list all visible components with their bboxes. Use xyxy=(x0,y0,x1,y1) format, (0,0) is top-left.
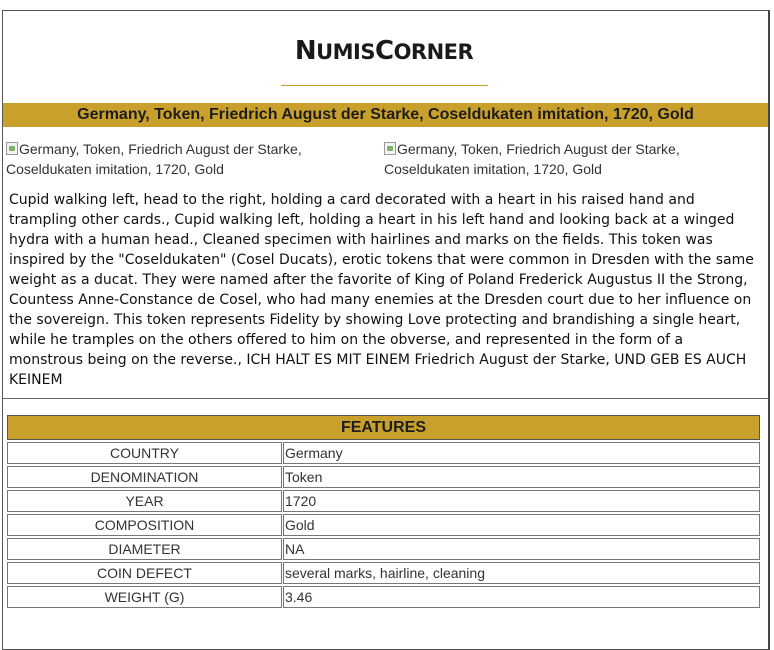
feature-value: NA xyxy=(283,538,760,560)
page-title: Germany, Token, Friedrich August der Starke, Coseldukaten imitation, 1720, Gold xyxy=(3,103,768,127)
broken-image-icon xyxy=(384,142,396,155)
feature-value: 3.46 xyxy=(283,586,760,608)
feature-row-year xyxy=(7,490,760,512)
feature-label: COUNTRY xyxy=(7,442,282,464)
feature-row-denomination xyxy=(7,466,760,488)
feature-row-weight xyxy=(7,586,760,608)
site-logo[interactable] xyxy=(0,36,768,66)
feature-label: DENOMINATION xyxy=(7,466,282,488)
feature-value: several marks, hairline, cleaning xyxy=(283,562,760,584)
coin-image-alt-text: Germany, Token, Friedrich August der Starke, Coseldukaten imitation, 1720, Gold xyxy=(384,141,680,177)
feature-row-composition xyxy=(7,514,760,536)
feature-label: YEAR xyxy=(7,490,282,512)
logo-underline xyxy=(281,85,488,86)
feature-row-country xyxy=(7,442,760,464)
feature-label: DIAMETER xyxy=(7,538,282,560)
feature-row-coin-defect xyxy=(7,562,760,584)
coin-image-reverse[interactable] xyxy=(384,139,714,179)
feature-value: Token xyxy=(283,466,760,488)
coin-description: Cupid walking left, head to the right, holding a card decorated with a heart in his raised hand and trampling other cards., Cupid walking left, holding a heart in his left hand and looking back at a winged hydra with a human head., Cleaned specimen with hairlines and marks on the fields. This token was inspired by the "Coseldukaten" (Cosel Ducats), erotic tokens that were common in Dresden with the same weight as a ducat. They were named after the favorite of King of Poland Frederick Augustus II the Strong, Countess Anne-Constance de Cosel, who had many enemies at the Dresden court due to her influence on the sovereign. This token represents Fidelity by showing Love protecting and brandishing a single heart, while he tramples on the others offered to him on the obverse, and represented in the form of a monstrous being on the reverse., ICH HALT ES MIT EINEM Friedrich August der Starke, UND GEB ES AUCH KEINEM xyxy=(9,192,754,388)
feature-label: COIN DEFECT xyxy=(7,562,282,584)
features-heading: FEATURES xyxy=(7,415,760,440)
logo-letter-n: N xyxy=(294,36,317,66)
feature-label: COMPOSITION xyxy=(7,514,282,536)
feature-row-diameter xyxy=(7,538,760,560)
coin-image-obverse[interactable] xyxy=(6,139,336,179)
coin-image-alt-text: Germany, Token, Friedrich August der Starke, Coseldukaten imitation, 1720, Gold xyxy=(6,141,302,177)
logo-letters-orner: ORNER xyxy=(393,40,474,64)
logo-letter-c: C xyxy=(374,36,394,66)
section-divider xyxy=(3,398,769,399)
broken-image-icon xyxy=(6,142,18,155)
feature-label: WEIGHT (G) xyxy=(7,586,282,608)
feature-value: Germany xyxy=(283,442,760,464)
feature-value: 1720 xyxy=(283,490,760,512)
logo-letters-umis: UMIS xyxy=(316,40,375,64)
feature-value: Gold xyxy=(283,514,760,536)
